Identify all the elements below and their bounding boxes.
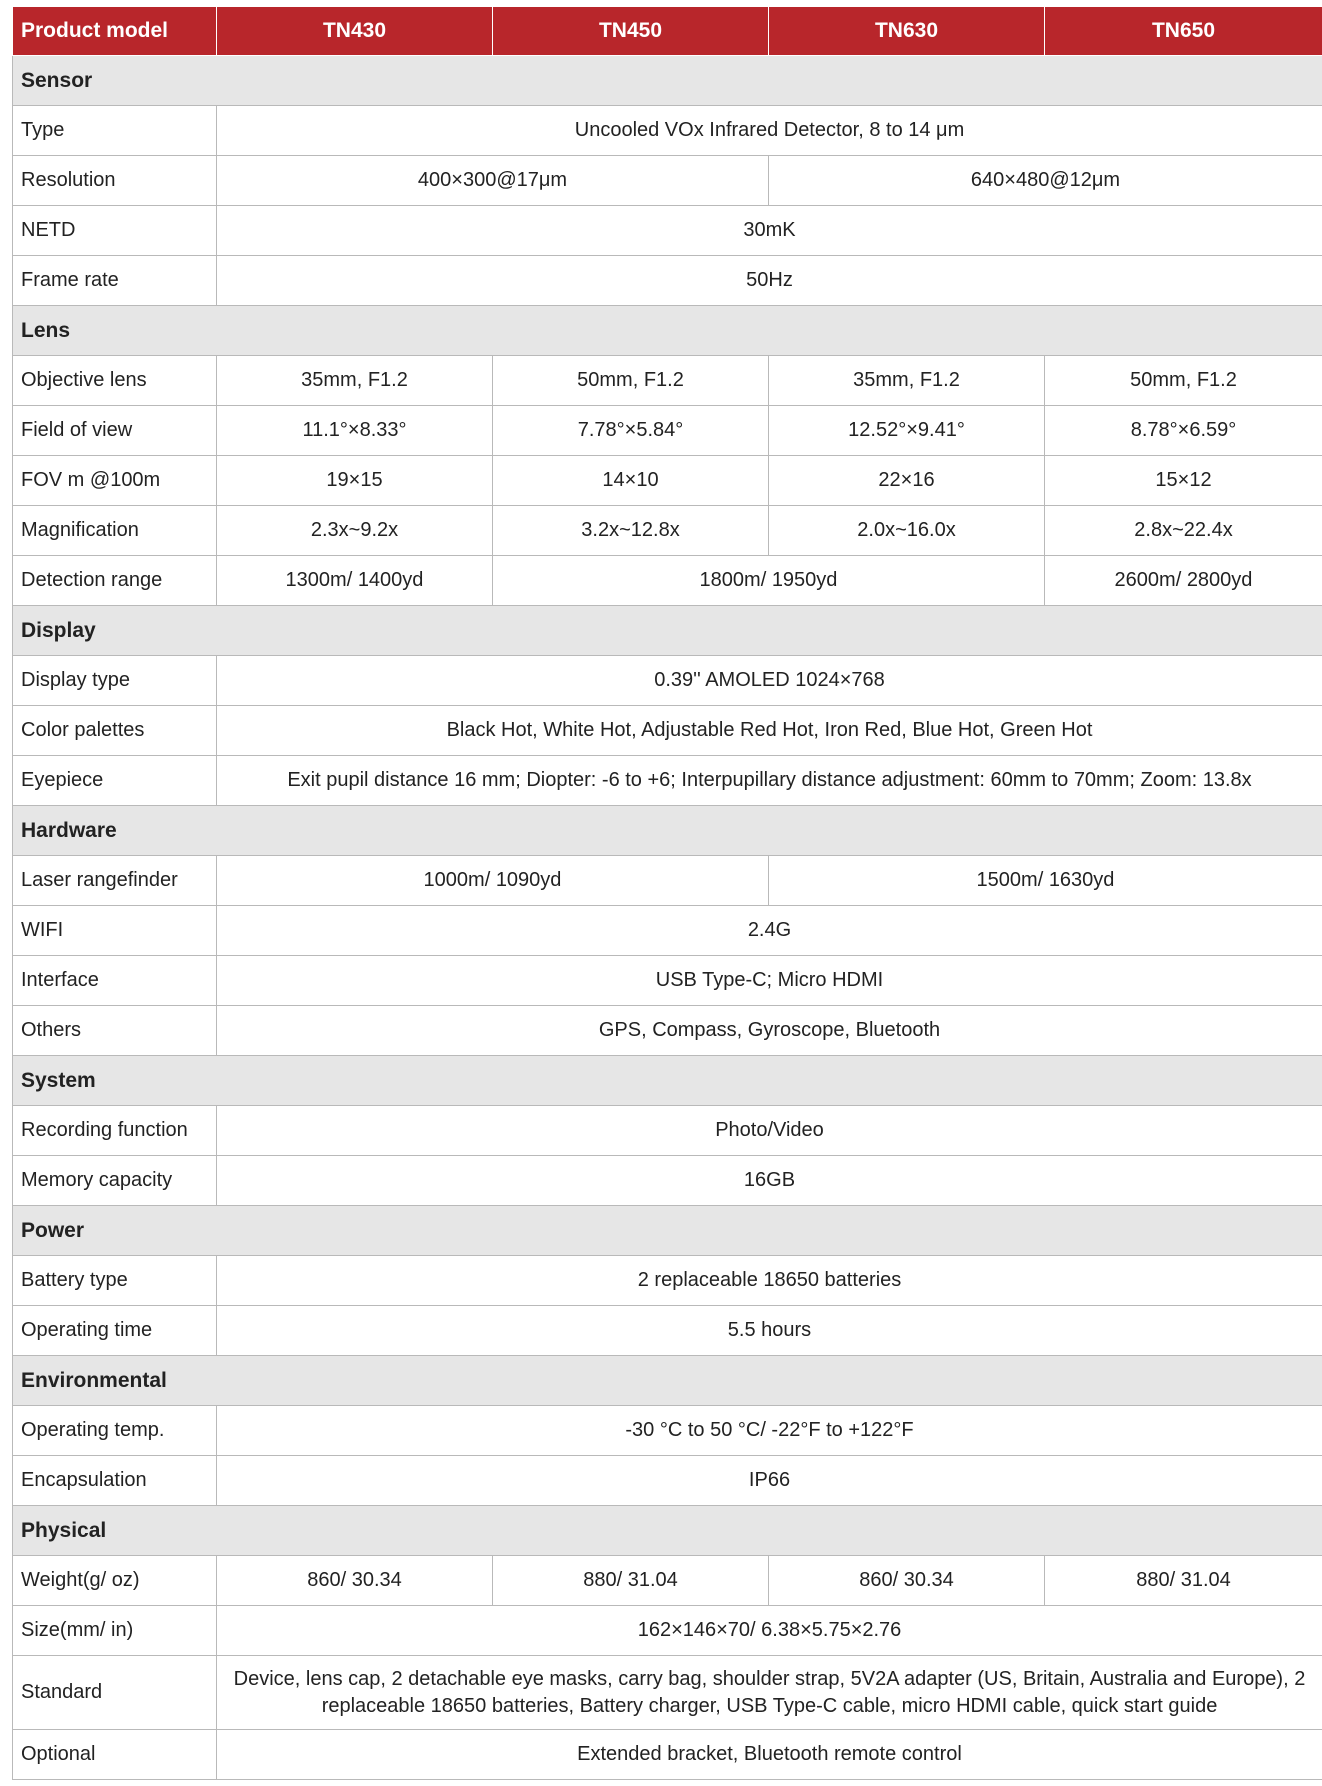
spec-row bbox=[13, 156, 1322, 206]
spec-row bbox=[13, 456, 1322, 506]
spec-row bbox=[13, 106, 1322, 156]
spec-value: 860/ 30.34 bbox=[769, 1556, 1045, 1606]
spec-label: Color palettes bbox=[13, 706, 217, 756]
spec-row bbox=[13, 656, 1322, 706]
spec-value: 2.0x~16.0x bbox=[769, 506, 1045, 556]
spec-value: 35mm, F1.2 bbox=[217, 356, 493, 406]
section-row bbox=[13, 1356, 1322, 1406]
spec-label: Operating time bbox=[13, 1306, 217, 1356]
spec-row bbox=[13, 1256, 1322, 1306]
spec-value: 640×480@12μm bbox=[769, 156, 1322, 206]
spec-value: 2.8x~22.4x bbox=[1045, 506, 1322, 556]
spec-value: 162×146×70/ 6.38×5.75×2.76 bbox=[217, 1606, 1322, 1656]
spec-label: Standard bbox=[13, 1656, 217, 1730]
spec-value: IP66 bbox=[217, 1456, 1322, 1506]
spec-value: 2.3x~9.2x bbox=[217, 506, 493, 556]
spec-label: WIFI bbox=[13, 906, 217, 956]
spec-value: Photo/Video bbox=[217, 1106, 1322, 1156]
spec-label: Size(mm/ in) bbox=[13, 1606, 217, 1656]
spec-value: USB Type-C; Micro HDMI bbox=[217, 956, 1322, 1006]
spec-row bbox=[13, 1730, 1322, 1780]
spec-value: 1000m/ 1090yd bbox=[217, 856, 769, 906]
spec-table bbox=[12, 6, 1322, 1780]
spec-row bbox=[13, 1006, 1322, 1056]
section-heading: Environmental bbox=[13, 1356, 1322, 1406]
spec-value: 2600m/ 2800yd bbox=[1045, 556, 1322, 606]
header-cell-model: TN430 bbox=[217, 7, 493, 56]
spec-label: Operating temp. bbox=[13, 1406, 217, 1456]
header-row bbox=[13, 7, 1322, 56]
spec-table-body bbox=[13, 56, 1322, 1780]
spec-row bbox=[13, 1556, 1322, 1606]
spec-row bbox=[13, 506, 1322, 556]
spec-value: Uncooled VOx Infrared Detector, 8 to 14 μm bbox=[217, 106, 1322, 156]
spec-row bbox=[13, 256, 1322, 306]
section-row bbox=[13, 306, 1322, 356]
header-cell-model: TN630 bbox=[769, 7, 1045, 56]
spec-value: 5.5 hours bbox=[217, 1306, 1322, 1356]
spec-row bbox=[13, 856, 1322, 906]
spec-row bbox=[13, 706, 1322, 756]
section-heading: Lens bbox=[13, 306, 1322, 356]
spec-row bbox=[13, 556, 1322, 606]
spec-value: 50mm, F1.2 bbox=[1045, 356, 1322, 406]
spec-value: 1800m/ 1950yd bbox=[493, 556, 1045, 606]
section-row bbox=[13, 56, 1322, 106]
spec-label: Optional bbox=[13, 1730, 217, 1780]
spec-value: 15×12 bbox=[1045, 456, 1322, 506]
spec-value: Extended bracket, Bluetooth remote control bbox=[217, 1730, 1322, 1780]
spec-label: Field of view bbox=[13, 406, 217, 456]
header-cell-model: TN650 bbox=[1045, 7, 1322, 56]
spec-value: 22×16 bbox=[769, 456, 1045, 506]
spec-row bbox=[13, 906, 1322, 956]
spec-value: 16GB bbox=[217, 1156, 1322, 1206]
spec-value: -30 °C to 50 °C/ -22°F to +122°F bbox=[217, 1406, 1322, 1456]
spec-value: 8.78°×6.59° bbox=[1045, 406, 1322, 456]
section-row bbox=[13, 1206, 1322, 1256]
spec-row bbox=[13, 206, 1322, 256]
spec-value: 19×15 bbox=[217, 456, 493, 506]
spec-row bbox=[13, 1456, 1322, 1506]
spec-value: 50Hz bbox=[217, 256, 1322, 306]
spec-row bbox=[13, 406, 1322, 456]
section-row bbox=[13, 606, 1322, 656]
spec-value: 12.52°×9.41° bbox=[769, 406, 1045, 456]
spec-value: Device, lens cap, 2 detachable eye masks, carry bag, shoulder strap, 5V2A adapter (US, Britain, Australia and Europe), 2 replaceable 18650 batteries, Battery charger, USB Type-C cable, micro HDMI cable, quick start guide bbox=[217, 1656, 1322, 1730]
spec-label: NETD bbox=[13, 206, 217, 256]
spec-label: Eyepiece bbox=[13, 756, 217, 806]
spec-row bbox=[13, 356, 1322, 406]
spec-row bbox=[13, 1156, 1322, 1206]
spec-value: 2.4G bbox=[217, 906, 1322, 956]
spec-value: 3.2x~12.8x bbox=[493, 506, 769, 556]
spec-label: Magnification bbox=[13, 506, 217, 556]
spec-value: 1500m/ 1630yd bbox=[769, 856, 1322, 906]
spec-label: Interface bbox=[13, 956, 217, 1006]
spec-label: Resolution bbox=[13, 156, 217, 206]
spec-row bbox=[13, 956, 1322, 1006]
section-row bbox=[13, 1506, 1322, 1556]
spec-label: Others bbox=[13, 1006, 217, 1056]
spec-label: Frame rate bbox=[13, 256, 217, 306]
section-row bbox=[13, 806, 1322, 856]
spec-label: Weight(g/ oz) bbox=[13, 1556, 217, 1606]
spec-label: Memory capacity bbox=[13, 1156, 217, 1206]
section-heading: Physical bbox=[13, 1506, 1322, 1556]
spec-value: 2 replaceable 18650 batteries bbox=[217, 1256, 1322, 1306]
spec-value: Exit pupil distance 16 mm; Diopter: -6 to +6; Interpupillary distance adjustment: 60mm to 70mm; Zoom: 13.8x bbox=[217, 756, 1322, 806]
section-heading: Sensor bbox=[13, 56, 1322, 106]
spec-value: 860/ 30.34 bbox=[217, 1556, 493, 1606]
spec-value: 14×10 bbox=[493, 456, 769, 506]
spec-row bbox=[13, 1606, 1322, 1656]
spec-label: FOV m @100m bbox=[13, 456, 217, 506]
spec-row bbox=[13, 756, 1322, 806]
spec-value: 880/ 31.04 bbox=[493, 1556, 769, 1606]
section-heading: Hardware bbox=[13, 806, 1322, 856]
spec-label: Battery type bbox=[13, 1256, 217, 1306]
section-row bbox=[13, 1056, 1322, 1106]
spec-value: 880/ 31.04 bbox=[1045, 1556, 1322, 1606]
spec-value: 35mm, F1.2 bbox=[769, 356, 1045, 406]
spec-value: 0.39'' AMOLED 1024×768 bbox=[217, 656, 1322, 706]
spec-value: 30mK bbox=[217, 206, 1322, 256]
spec-row bbox=[13, 1306, 1322, 1356]
section-heading: System bbox=[13, 1056, 1322, 1106]
spec-value: 400×300@17μm bbox=[217, 156, 769, 206]
section-heading: Power bbox=[13, 1206, 1322, 1256]
spec-row bbox=[13, 1106, 1322, 1156]
spec-value: Black Hot, White Hot, Adjustable Red Hot, Iron Red, Blue Hot, Green Hot bbox=[217, 706, 1322, 756]
spec-label: Recording function bbox=[13, 1106, 217, 1156]
spec-row bbox=[13, 1656, 1322, 1730]
spec-label: Laser rangefinder bbox=[13, 856, 217, 906]
header-cell-product-model: Product model bbox=[13, 7, 217, 56]
spec-label: Display type bbox=[13, 656, 217, 706]
spec-value: 7.78°×5.84° bbox=[493, 406, 769, 456]
spec-value: 50mm, F1.2 bbox=[493, 356, 769, 406]
spec-row bbox=[13, 1406, 1322, 1456]
spec-label: Detection range bbox=[13, 556, 217, 606]
section-heading: Display bbox=[13, 606, 1322, 656]
spec-value: 11.1°×8.33° bbox=[217, 406, 493, 456]
spec-label: Encapsulation bbox=[13, 1456, 217, 1506]
spec-label: Type bbox=[13, 106, 217, 156]
spec-value: GPS, Compass, Gyroscope, Bluetooth bbox=[217, 1006, 1322, 1056]
header-cell-model: TN450 bbox=[493, 7, 769, 56]
spec-table-container bbox=[12, 6, 1322, 1780]
spec-label: Objective lens bbox=[13, 356, 217, 406]
spec-value: 1300m/ 1400yd bbox=[217, 556, 493, 606]
